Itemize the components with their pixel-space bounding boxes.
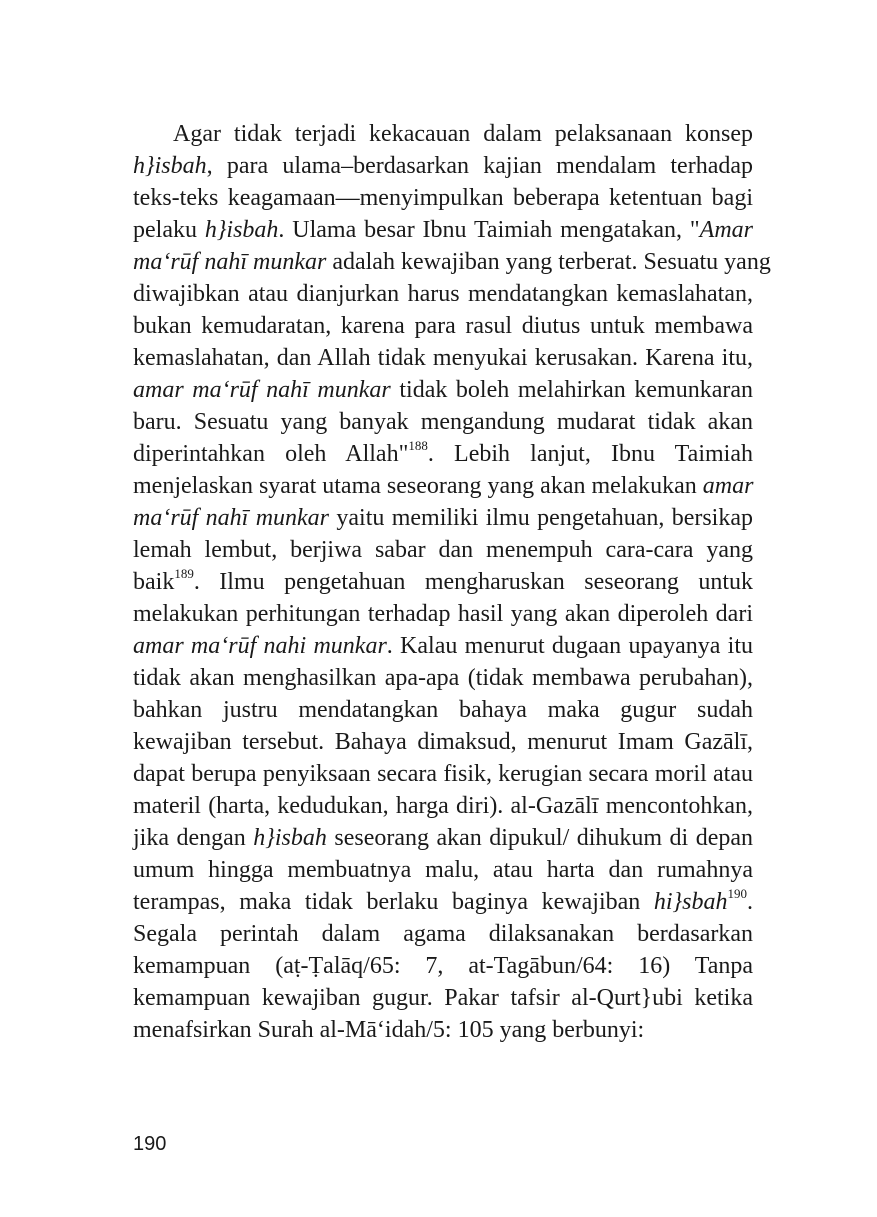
italic-term-maruf-nahi-munkar: ma‘rūf nahī munkar: [133, 505, 330, 531]
text-line-22: materil (harta, kedudukan, harga diri). al-Gazālī mencontohkan,: [133, 793, 753, 819]
text-line-14: lemah lembut, berjiwa sabar dan menempuh cara-cara yang: [133, 537, 753, 563]
text-line-11: diperintahkan oleh Allah"$^{188}$. Lebih lanjut, Ibnu Taimiah: [133, 438, 753, 467]
text-line-5: ma‘rūf nahī munkar adalah kewajiban yang terberat. Sesuatu yang: [133, 249, 771, 275]
text-line-29: menafsirkan Surah al-Mā‘idah/5: 105 yang berbunyi:: [133, 1017, 645, 1043]
text-line-18: tidak akan menghasilkan apa-apa (tidak membawa perubahan),: [133, 665, 753, 691]
text-line-8: kemaslahatan, dan Allah tidak menyukai kerusakan. Karena itu,: [133, 345, 753, 371]
footnote-ref-188: 188: [408, 438, 428, 453]
italic-term-amar-maruf-nahi-munkar: amar ma‘rūf nahī munkar: [133, 377, 391, 403]
text-line-7: bukan kemudaratan, karena para rasul diutus untuk membawa: [133, 313, 753, 339]
text-line-26: Segala perintah dalam agama dilaksanakan berdasarkan: [133, 921, 753, 947]
text-line-3: teks-teks keagamaan—menyimpulkan beberapa ketentuan bagi: [133, 185, 753, 211]
italic-term-amar: Amar: [699, 217, 753, 243]
italic-term-maruf-nahi-munkar: ma‘rūf nahī munkar: [133, 249, 327, 275]
footnote-ref-189: 189: [174, 566, 194, 581]
text-line-10: baru. Sesuatu yang banyak mengandung mudarat tidak akan: [133, 409, 753, 435]
italic-term-hisbah: h}isbah: [133, 153, 207, 179]
italic-term-amar-maruf-nahi-munkar: amar ma‘rūf nahi munkar: [133, 633, 387, 659]
text-line-19: bahkan justru mendatangkan bahaya maka gugur sudah: [133, 697, 753, 723]
text-line-1: Agar tidak terjadi kekacauan dalam pelaksanaan konsep: [173, 121, 753, 147]
text-line-23: jika dengan h}isbah seseorang akan dipukul/ dihukum di depan: [133, 825, 754, 851]
italic-term-hisbah: hi}sbah: [653, 889, 728, 915]
italic-term-hisbah: h}isbah: [204, 217, 279, 243]
text-line-20: kewajiban tersebut. Bahaya dimaksud, menurut Imam Gazālī,: [133, 729, 753, 755]
text-line-13: ma‘rūf nahī munkar yaitu memiliki ilmu pengetahuan, bersikap: [133, 505, 754, 531]
text-line-21: dapat berupa penyiksaan secara fisik, kerugian secara moril atau: [133, 761, 753, 787]
italic-term-amar: amar: [702, 473, 754, 499]
text-line-6: diwajibkan atau dianjurkan harus mendatangkan kemaslahatan,: [133, 281, 753, 307]
text-line-2: h}isbah, para ulama–berdasarkan kajian mendalam terhadap: [133, 153, 753, 179]
text-line-12: menjelaskan syarat utama seseorang yang akan melakukan amar: [133, 473, 754, 499]
text-line-17: amar ma‘rūf nahi munkar. Kalau menurut dugaan upayanya itu: [133, 633, 753, 659]
text-line-15: baik$^{189}$. Ilmu pengetahuan mengharuskan seseorang untuk: [133, 566, 753, 595]
footnote-ref-190: 190: [727, 886, 747, 901]
text-line-4: pelaku h}isbah. Ulama besar Ibnu Taimiah mengatakan, "Amar: [133, 217, 753, 243]
text-line-24: umum hingga membuatnya malu, atau harta dan rumahnya: [133, 857, 753, 883]
body-paragraph: [133, 118, 771, 1046]
text-line-27: kemampuan (aṭ-Ṭalāq/65: 7, at-Tagābun/64: 16) Tanpa: [133, 953, 753, 979]
italic-term-hisbah: h}isbah: [253, 825, 327, 851]
text-line-16: melakukan perhitungan terhadap hasil yang akan diperoleh dari: [133, 601, 753, 627]
text-line-28: kemampuan kewajiban gugur. Pakar tafsir al-Qurt}ubi ketika: [133, 985, 753, 1011]
text-line-9: amar ma‘rūf nahī munkar tidak boleh melahirkan kemunkaran: [133, 377, 753, 403]
text-line-25: terampas, maka tidak berlaku baginya kewajiban hi}sbah$^{190}$.: [133, 886, 753, 915]
page-number: 190: [133, 1133, 167, 1155]
